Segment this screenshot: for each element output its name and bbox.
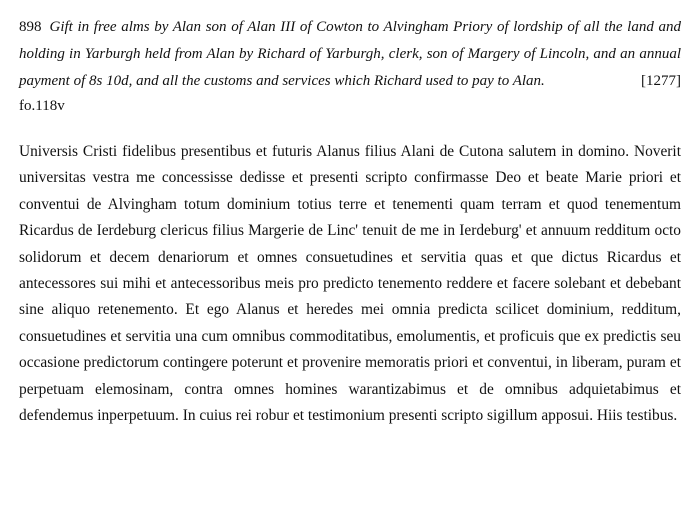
document-page bbox=[19, 14, 681, 429]
entry-number: 898 bbox=[19, 19, 42, 35]
entry-heading bbox=[19, 14, 681, 95]
entry-description: Gift in free alms by Alan son of Alan III of Cowton to Alvingham Priory of lordship of all the land and holding in Yarburgh held from Alan by Richard of Yarburgh, clerk, son of Margery of Lincoln, and an annual payment of 8s 10d, and all the customs and services which Richard used to pay to Alan. bbox=[19, 19, 681, 89]
charter-text bbox=[19, 139, 681, 429]
entry-date: [1277] bbox=[641, 73, 681, 89]
folio-reference: fo.118v bbox=[19, 98, 65, 114]
charter-paragraph: Universis Cristi fidelibus presentibus et futuris Alanus filius Alani de Cutona salutem in domino. Noverit universitas vestra me concessisse dedisse et presenti scripto confirmasse Deo et beate Marie priori et conventui de Alvingham totum dominium totius terre et tenementi quam terram et quod tenementum Ricardus de Ierdeburg clericus filius Margerie de Linc' tenuit de me in Ierdeburg' et annuum redditum octo solidorum et decem denariorum et omnes consuetudines et servitia quas et que dictus Ricardus et antecessores sui mihi et antecessoribus meis pro predicto tenemento reddere et facere solebant et debebant sine aliquo retenemento. Et ego Alanus et heredes mei omnia predicta scilicet dominium, redditum, consuetudines et servitia una cum omnibus commoditatibus, emolumentis, et proficuis que ex predictis seu occasione predictorum contingere poterunt et provenire memoratis priori et conventui, in liberam, puram et perpetuam elemosinam, contra omnes homines warantizabimus et de omnibus adquietabimus et defendemus inperpetuum. In cuius rei robur et testimonium presenti scripto sigillum apposui. Hiis testibus. bbox=[19, 143, 681, 425]
